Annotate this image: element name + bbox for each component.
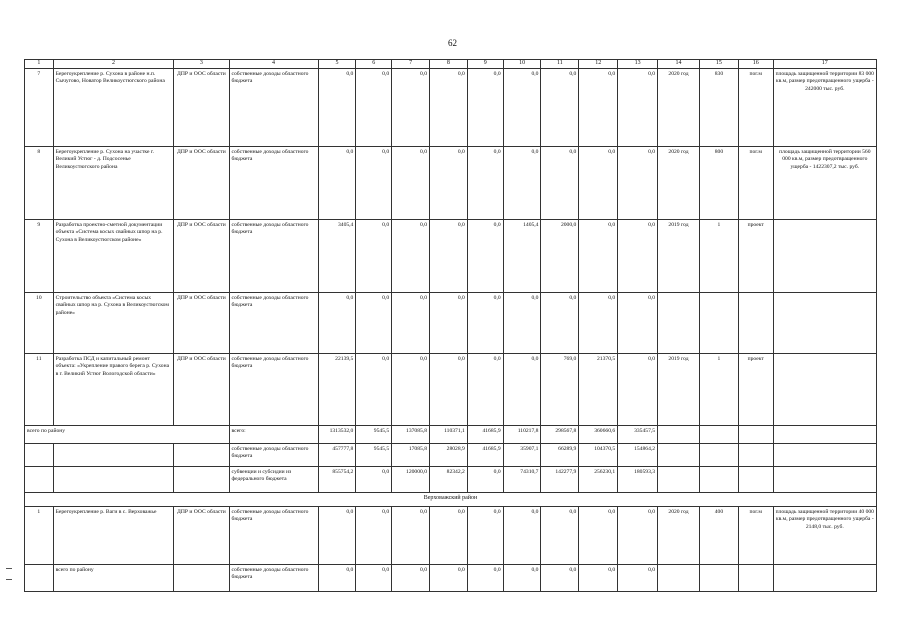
year-2015: 0,0 xyxy=(392,69,430,147)
year-2016: 0,0 xyxy=(430,69,468,147)
row-number xyxy=(25,565,54,592)
year-2021: 0,0 xyxy=(618,354,658,426)
total-row xyxy=(25,565,877,592)
object-name: Строительство объекта «Система косых свайных шпор на р. Сухона в Великоустюгском районе» xyxy=(53,293,174,354)
object-name: Разработка проектно-сметной документации объекта «Система косых свайных шпор на р. Сухона в Великоустюгском районе» xyxy=(53,220,174,293)
total-amount: 855754,2 xyxy=(318,467,356,493)
year-2021: 180593,3 xyxy=(618,467,658,493)
col-header: 9 xyxy=(467,60,503,69)
year-2018: 0,0 xyxy=(503,354,541,426)
responsible: ДПР и ООС области xyxy=(174,147,229,220)
total-amount: 3405,4 xyxy=(318,220,356,293)
year-2020: 0,0 xyxy=(579,565,618,592)
capacity: 400 xyxy=(699,507,738,565)
total-amount: 0,0 xyxy=(318,565,356,592)
year-2021: 0,0 xyxy=(618,293,658,354)
year-2017: 0,0 xyxy=(467,565,503,592)
year-2019: 0,0 xyxy=(541,147,579,220)
object-name: Берегоукрепление р. Ваги в с. Верховажье xyxy=(53,507,174,565)
table-row xyxy=(25,69,877,147)
table-row xyxy=(25,220,877,293)
col-header: 13 xyxy=(618,60,658,69)
year-2016: 82342,2 xyxy=(430,467,468,493)
table-row xyxy=(25,147,877,220)
col-header: 7 xyxy=(392,60,430,69)
unit: проект xyxy=(738,354,773,426)
effect xyxy=(773,426,876,444)
unit xyxy=(738,467,773,493)
year-2020: 0,0 xyxy=(579,293,618,354)
effect: площадь защищенной территории 40 000 кв.м, размер предотвращенного ущерба - 2148,0 тыс. руб. xyxy=(773,507,876,565)
object-name: Разработка ПСД и капитальный ремонт объекта: «Укрепление правого берега р. Сухона в г. Великий Устюг Вологодской области» xyxy=(53,354,174,426)
capacity xyxy=(699,467,738,493)
table-body xyxy=(25,69,877,592)
completion-year xyxy=(658,467,700,493)
total-amount: 0,0 xyxy=(318,147,356,220)
year-2018: 35907,1 xyxy=(503,444,541,467)
row-number xyxy=(25,444,54,467)
funding-source: собственные доходы областного бюджета xyxy=(229,507,318,565)
year-2015: 0,0 xyxy=(392,220,430,293)
year-2015: 0,0 xyxy=(392,565,430,592)
year-2015: 120000,0 xyxy=(392,467,430,493)
year-2019: 0,0 xyxy=(541,293,579,354)
effect xyxy=(773,220,876,293)
year-2020: 0,0 xyxy=(579,220,618,293)
year-2014: 0,0 xyxy=(356,147,392,220)
year-2016: 0,0 xyxy=(430,565,468,592)
object-name: Берегоукрепление р. Сухона в районе н.п. Сычугово, Новатор Великоустюгского района xyxy=(53,69,174,147)
funding-source: собственные доходы областного бюджета xyxy=(229,565,318,592)
year-2020: 256230,1 xyxy=(579,467,618,493)
funding-source: собственные доходы областного бюджета xyxy=(229,444,318,467)
object-name xyxy=(53,444,174,467)
year-2017: 0,0 xyxy=(467,220,503,293)
budget-table xyxy=(24,59,877,592)
effect: площадь защищенной территории 83 000 кв.м, размер предотвращенного ущерба - 242000 тыс. руб. xyxy=(773,69,876,147)
funding-source: субвенции и субсидии из федерального бюджета xyxy=(229,467,318,493)
row-number: 7 xyxy=(25,69,54,147)
year-2018: 0,0 xyxy=(503,507,541,565)
year-2019: 66289,9 xyxy=(541,444,579,467)
total-row xyxy=(25,467,877,493)
effect: площадь защищенной территории 560 000 кв.м, размер предотвращенного ущерба - 1422307,2 тыс. руб. xyxy=(773,147,876,220)
col-header: 10 xyxy=(503,60,541,69)
year-2019: 142277,9 xyxy=(541,467,579,493)
column-number-row xyxy=(25,60,877,69)
row-number: 10 xyxy=(25,293,54,354)
year-2015: 0,0 xyxy=(392,293,430,354)
year-2018: 1405,4 xyxy=(503,220,541,293)
responsible: ДПР и ООС области xyxy=(174,354,229,426)
year-2020: 104370,5 xyxy=(579,444,618,467)
effect xyxy=(773,444,876,467)
year-2020: 0,0 xyxy=(579,147,618,220)
year-2017: 0,0 xyxy=(467,354,503,426)
year-2020: 0,0 xyxy=(579,69,618,147)
year-2015: 17085,8 xyxy=(392,444,430,467)
unit: пог.м xyxy=(738,147,773,220)
year-2017: 41685,9 xyxy=(467,444,503,467)
year-2019: 769,0 xyxy=(541,354,579,426)
year-2019: 0,0 xyxy=(541,69,579,147)
year-2021: 335457,5 xyxy=(618,426,658,444)
funding-source: собственные доходы областного бюджета xyxy=(229,147,318,220)
col-header: 4 xyxy=(229,60,318,69)
capacity xyxy=(699,426,738,444)
table-row xyxy=(25,507,877,565)
row-number: 8 xyxy=(25,147,54,220)
row-number: 9 xyxy=(25,220,54,293)
margin-mark xyxy=(6,568,12,569)
table-row xyxy=(25,293,877,354)
unit xyxy=(738,426,773,444)
responsible: ДПР и ООС области xyxy=(174,69,229,147)
col-header: 12 xyxy=(579,60,618,69)
funding-source: собственные доходы областного бюджета xyxy=(229,69,318,147)
funding-source: всего: xyxy=(229,426,318,444)
year-2016: 0,0 xyxy=(430,293,468,354)
unit xyxy=(738,565,773,592)
year-2021: 0,0 xyxy=(618,565,658,592)
year-2014: 0,0 xyxy=(356,354,392,426)
capacity: 1 xyxy=(699,220,738,293)
table-row xyxy=(25,354,877,426)
unit xyxy=(738,444,773,467)
col-header: 2 xyxy=(53,60,174,69)
effect xyxy=(773,467,876,493)
year-2018: 74310,7 xyxy=(503,467,541,493)
year-2020: 21370,5 xyxy=(579,354,618,426)
year-2015: 0,0 xyxy=(392,354,430,426)
year-2018: 0,0 xyxy=(503,565,541,592)
col-header: 3 xyxy=(174,60,229,69)
year-2014: 0,0 xyxy=(356,69,392,147)
col-header: 16 xyxy=(738,60,773,69)
year-2021: 0,0 xyxy=(618,507,658,565)
year-2016: 0,0 xyxy=(430,507,468,565)
year-2016: 0,0 xyxy=(430,220,468,293)
col-header: 6 xyxy=(356,60,392,69)
col-header: 5 xyxy=(318,60,356,69)
year-2014: 0,0 xyxy=(356,565,392,592)
year-2018: 0,0 xyxy=(503,69,541,147)
effect xyxy=(773,293,876,354)
responsible xyxy=(174,467,229,493)
object-name: Берегоукрепление р. Сухона на участке г. Великий Устюг - д. Подсосенье Великоустюгского района xyxy=(53,147,174,220)
total-amount: 457777,8 xyxy=(318,444,356,467)
capacity: 830 xyxy=(699,69,738,147)
year-2016: 110371,1 xyxy=(430,426,468,444)
row-number: 11 xyxy=(25,354,54,426)
col-header: 8 xyxy=(430,60,468,69)
year-2021: 0,0 xyxy=(618,147,658,220)
year-2017: 0,0 xyxy=(467,507,503,565)
unit: проект xyxy=(738,220,773,293)
completion-year xyxy=(658,293,700,354)
year-2017: 0,0 xyxy=(467,147,503,220)
object-name: всего по району xyxy=(53,565,174,592)
unit: пог.м xyxy=(738,507,773,565)
funding-source: собственные доходы областного бюджета xyxy=(229,220,318,293)
completion-year: 2020 год xyxy=(658,147,700,220)
responsible: ДПР и ООС области xyxy=(174,293,229,354)
capacity xyxy=(699,565,738,592)
capacity: 1 xyxy=(699,354,738,426)
year-2014: 0,0 xyxy=(356,293,392,354)
year-2019: 298567,8 xyxy=(541,426,579,444)
year-2017: 0,0 xyxy=(467,69,503,147)
col-header: 1 xyxy=(25,60,54,69)
total-amount: 0,0 xyxy=(318,507,356,565)
total-amount: 1313532,0 xyxy=(318,426,356,444)
year-2017: 0,0 xyxy=(467,467,503,493)
capacity: 800 xyxy=(699,147,738,220)
year-2016: 0,0 xyxy=(430,147,468,220)
page-number: 62 xyxy=(448,38,457,48)
year-2017: 0,0 xyxy=(467,293,503,354)
year-2018: 0,0 xyxy=(503,293,541,354)
responsible xyxy=(174,444,229,467)
funding-source: собственные доходы областного бюджета xyxy=(229,293,318,354)
year-2020: 360660,6 xyxy=(579,426,618,444)
unit: пог.м xyxy=(738,69,773,147)
effect xyxy=(773,354,876,426)
col-header: 15 xyxy=(699,60,738,69)
district-heading: Верховажский район xyxy=(25,493,877,507)
year-2014: 9545,5 xyxy=(356,426,392,444)
year-2018: 110217,8 xyxy=(503,426,541,444)
responsible: ДПР и ООС области xyxy=(174,507,229,565)
row-number xyxy=(25,467,54,493)
year-2014: 0,0 xyxy=(356,467,392,493)
completion-year: 2019 год xyxy=(658,354,700,426)
completion-year: 2020 год xyxy=(658,69,700,147)
year-2021: 154864,2 xyxy=(618,444,658,467)
year-2015: 137085,8 xyxy=(392,426,430,444)
district-total-label: всего по району xyxy=(25,426,230,444)
effect xyxy=(773,565,876,592)
object-name xyxy=(53,467,174,493)
year-2021: 0,0 xyxy=(618,69,658,147)
unit xyxy=(738,293,773,354)
total-row xyxy=(25,426,877,444)
year-2015: 0,0 xyxy=(392,147,430,220)
responsible: ДПР и ООС области xyxy=(174,220,229,293)
margin-mark xyxy=(6,579,12,580)
total-amount: 0,0 xyxy=(318,293,356,354)
capacity xyxy=(699,293,738,354)
year-2019: 0,0 xyxy=(541,565,579,592)
completion-year: 2019 год xyxy=(658,220,700,293)
year-2015: 0,0 xyxy=(392,507,430,565)
completion-year xyxy=(658,444,700,467)
row-number: 1 xyxy=(25,507,54,565)
completion-year xyxy=(658,426,700,444)
year-2021: 0,0 xyxy=(618,220,658,293)
funding-source: собственные доходы областного бюджета xyxy=(229,354,318,426)
year-2020: 0,0 xyxy=(579,507,618,565)
year-2019: 0,0 xyxy=(541,507,579,565)
col-header: 11 xyxy=(541,60,579,69)
total-amount: 22139,5 xyxy=(318,354,356,426)
completion-year xyxy=(658,565,700,592)
year-2019: 2000,0 xyxy=(541,220,579,293)
year-2016: 28028,9 xyxy=(430,444,468,467)
completion-year: 2020 год xyxy=(658,507,700,565)
year-2014: 0,0 xyxy=(356,220,392,293)
col-header: 14 xyxy=(658,60,700,69)
year-2017: 41685,9 xyxy=(467,426,503,444)
year-2018: 0,0 xyxy=(503,147,541,220)
section-row xyxy=(25,493,877,507)
year-2014: 9545,5 xyxy=(356,444,392,467)
total-row xyxy=(25,444,877,467)
capacity xyxy=(699,444,738,467)
total-amount: 0,0 xyxy=(318,69,356,147)
year-2014: 0,0 xyxy=(356,507,392,565)
col-header: 17 xyxy=(773,60,876,69)
year-2016: 0,0 xyxy=(430,354,468,426)
responsible xyxy=(174,565,229,592)
